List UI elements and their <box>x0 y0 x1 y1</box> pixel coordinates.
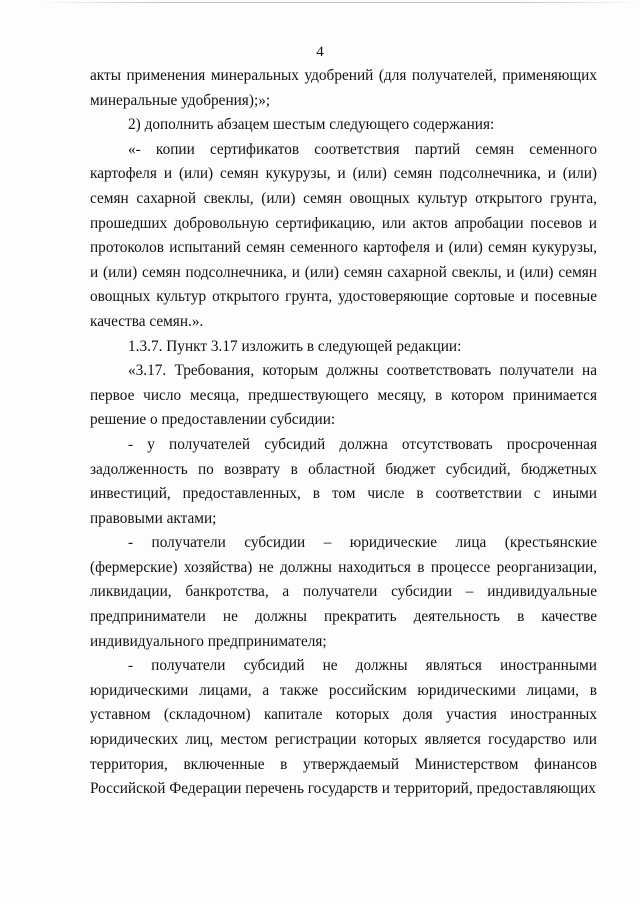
paragraph-quoted-addition: «- копии сертификатов соответствия партий семян семенного картофеля и (или) семян кукурузы, и (или) семян подсолнечника, и (или) семян сахарной свеклы, (или) семян овощных культур открытого грунта, прошедших добровольную сертификацию, или актов апробации посевов и протоколов испытаний семян семенного картофеля и (или) семян кукурузы, и (или) семян подсолнечника, и (или) семян сахарной свеклы, и (или) семян овощных культур открытого грунта, удостоверяющие сортовые и посевные качества семян.». <box>90 140 597 330</box>
paragraph-amendment-item: 1.3.7. Пункт 3.17 изложить в следующей редакции: <box>128 337 462 355</box>
scan-edge-line <box>40 2 640 3</box>
document-body <box>90 64 597 802</box>
page-number: 4 <box>316 44 324 60</box>
paragraph-continuation: акты применения минеральных удобрений (для получателей, применяющих минеральные удобрения);»; <box>90 67 597 109</box>
paragraph-amendment-item: 2) дополнить абзацем шестым следующего содержания: <box>128 116 495 134</box>
paragraph-list-item: - получатели субсидий не должны являться иностранными юридическими лицами, а также российским юридическими лицами, в уставном (складочном) капитале которых доля участия иностранных юридических лиц, местом регистрации которых является государство или территория, включенные в утверждаемый Министерством финансов Российской Федерации перечень государств и территорий, предоставляющих <box>90 657 597 798</box>
paragraph-list-item: - получатели субсидии – юридические лица (крестьянские (фермерские) хозяйства) не должны находиться в процессе реорганизации, ликвидации, банкротства, а получатели субсидии – индивидуальные предприниматели не должны прекратить деятельность в качестве индивидуального предпринимателя; <box>90 534 597 650</box>
paragraph-list-item: - у получателей субсидий должна отсутствовать просроченная задолженность по возврату в областной бюджет субсидий, бюджетных инвестиций, предоставленных, в том числе в соответствии с иными правовыми актами; <box>90 435 597 527</box>
paragraph-clause-3-17: «3.17. Требования, которым должны соответствовать получатели на первое число месяца, предшествующего месяцу, в котором принимается решение о предоставлении субсидии: <box>90 362 597 429</box>
